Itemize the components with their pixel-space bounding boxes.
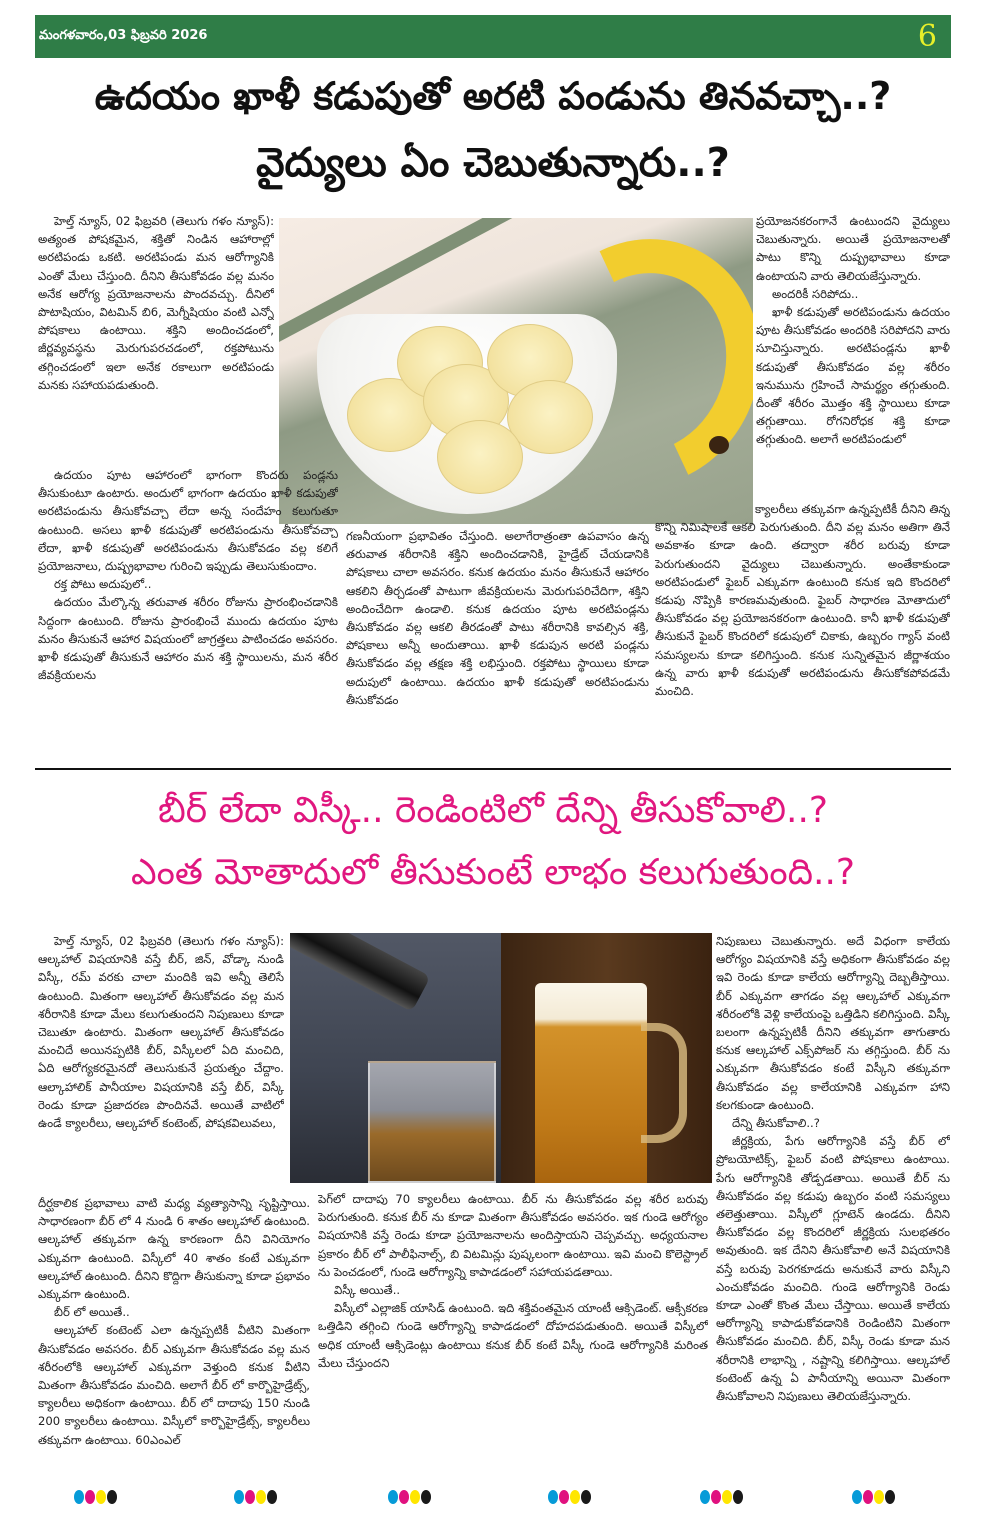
magenta-dot-icon (245, 1490, 255, 1504)
bottle-shape (290, 933, 431, 1012)
article2-column-middle (318, 1190, 708, 1480)
yellow-dot-icon (410, 1490, 420, 1504)
article2-headline-line2: ఎంత మోతాదులో తీసుకుంటే లాభం కలుగుతుంది..? (131, 852, 855, 893)
subheading: అందరికీ సరిపోదు.. (772, 286, 859, 301)
yellow-dot-icon (722, 1490, 732, 1504)
paragraph: గణనీయంగా ప్రభావితం చేస్తుంది. అలాగేరాత్రంతా ఉపవాసం ఉన్న తరువాత శరీరానికి శక్తిని అందించడానికి, హైడ్రేట్ చేయడానికి పోషకాలు చాలా అవసరం. కనుక ఉదయం మనం తీసుకునే ఆహారం ఆకలిని తీర్చడంతో పాటుగా జీవక్రియలను మెరుగుపరిచేదిగా, శక్తిని అందించేదిగా ఉండాలి. కనుక ఉదయం పూట అరటిపండ్లను తీసుకోవడం వల్ల ఆకలి తీరడంతో పాటు శరీరానికి కావల్సిన శక్తి, పోషకాలు అన్నీ అందుతాయి. ఖాళీ కడుపున అరటి పండ్లను తీసుకోవడం వల్ల తక్షణ శక్తి లభిస్తుంది. రక్తపోటు స్థాయిలు కూడా అదుపులో ఉంటాయి. ఉదయం ఖాళీ కడుపుతో అరటిపండును తీసుకోవడం (346, 529, 649, 707)
paragraph: క్యాలరీలు తక్కువగా ఉన్నప్పటికీ దీనిని తిన్న కొన్ని నిమిషాలకే ఆకలి పెరుగుతుంది. దీని వల్ల మనం అతిగా తినే అవకాశం కూడా ఉంది. తద్వారా శరీర బరువు కూడా పెరుగుతుందని వైద్యులు చెబుతున్నారు. అంతేకాకుండా అరటిపండులో ఫైబర్ ఎక్కువగా ఉంటుంది కనుక ఇది కొందరిలో కడుపు నొప్పికి కారణమవుతుంది. ఫైబర్ సాధారణ మోతాదులో తీసుకోవడం వల్ల ప్రయోజనకరంగా ఉంటుంది. కానీ ఖాళీ కడుపుతో తీసుకునే ఫైబర్ కొందరిలో కడుపులో చికాకు, ఉబ్బరం గ్యాస్ వంటి సమస్యలను కూడా కలిగిస్తుంది. కనుక సున్నితమైన జీర్ణాశయం ఉన్న వారు ఖాళీ కడుపుతో అరటిపండును తీసుకోకపోవడమే మంచిది. (655, 502, 950, 699)
beer-half (501, 933, 712, 1183)
magenta-dot-icon (711, 1490, 721, 1504)
article2-headline-line1: బీర్ లేదా విస్కీ.. రెండింటిలో దేన్ని తీసుకోవాలి..? (157, 790, 829, 831)
black-dot-icon (885, 1490, 895, 1504)
subheading: బీర్ లో అయితే.. (54, 1305, 130, 1320)
magenta-dot-icon (863, 1490, 873, 1504)
publication-date: మంగళవారం,03 ఫిబ్రవరి 2026 (39, 27, 208, 43)
subheading: విస్కీ అయితే.. (334, 1283, 401, 1298)
article1-column-right-top (756, 212, 950, 517)
cyan-dot-icon (852, 1490, 862, 1504)
article1-column-left-bottom (38, 466, 338, 762)
black-dot-icon (267, 1490, 277, 1504)
cmyk-dot-group (388, 1490, 431, 1504)
paragraph: విస్కీలో ఎల్లాజిక్ యాసిడ్ ఉంటుంది. ఇది శక్తివంతమైన యాంటీ ఆక్సిడెంట్. ఆక్సీకరణ ఒత్తిడిని తగ్గించి గుండె ఆరోగ్యాన్ని కాపాడడంలో దోహదపడుతుంది. అయితే విస్కీలో అధిక యాంటీ ఆక్సిడెంట్లు ఉంటాయి కనుక బీర్ కంటే విస్కీ గుండె ఆరోగ్యానికి మరింత మేలు చేస్తుందని (318, 1301, 708, 1370)
cyan-dot-icon (388, 1490, 398, 1504)
magenta-dot-icon (399, 1490, 409, 1504)
article1-column-left-top (38, 212, 274, 464)
paragraph: హెల్త్ న్యూస్, 02 ఫిబ్రవరి (తెలుగు గళం న్యూస్): అత్యంత పోషకమైన, శక్తితో నిండిన ఆహారాల్లో అరటిపండు ఒకటి. అరటిపండు మన ఆరోగ్యానికి ఎంతో మేలు చేస్తుంది. దీనిని తీసుకోవడం వల్ల మనం అనేక ఆరోగ్య ప్రయోజనాలను పొందవచ్చు. దీనిలో పొటాషియం, విటమిన్ బి6, మెగ్నీషియం వంటి ఎన్నో పోషకాలు ఉంటాయి. శక్తిని అందించడంలో, జీర్ణవ్యవస్థను మెరుగుపరచడంలో, రక్తపోటును తగ్గించడంలో ఇలా అనేక రకాలుగా అరటిపండు మనకు సహాయపడుతుంది. (38, 214, 274, 392)
beer-mug-shape (535, 983, 647, 1183)
black-dot-icon (421, 1490, 431, 1504)
black-dot-icon (581, 1490, 591, 1504)
whisky-glass-shape (368, 1061, 496, 1183)
black-dot-icon (107, 1490, 117, 1504)
yellow-dot-icon (256, 1490, 266, 1504)
article2-column-left-bottom (38, 1194, 310, 1484)
cyan-dot-icon (74, 1490, 84, 1504)
article2-column-left-top (38, 932, 284, 1210)
mug-handle-shape (641, 1023, 687, 1143)
paragraph: ప్రయోజనకరంగానే ఉంటుందని వైద్యులు చెబుతున్నారు. అయితే ప్రయోజనాలతో పాటు కొన్ని దుష్ప్రభావాలు కూడా ఉంటాయని వారు తెలియజేస్తున్నారు. (756, 214, 950, 283)
cmyk-dot-group (700, 1490, 743, 1504)
subheading: దేన్ని తీసుకోవాలి..? (732, 1116, 820, 1131)
cmyk-dot-group (234, 1490, 277, 1504)
paragraph: ఉదయం మేల్కొన్న తరువాత శరీరం రోజును ప్రారంభించడానికి సిద్దంగా ఉంటుంది. రోజును ప్రారంభించే ముందు ఉదయం పూట మనం తీసుకునే ఆహార విషయంలో జాగ్రత్తలు పాటించడం అవసరం. ఖాళీ కడుపుతో తీసుకునే ఆహారం మన శక్తి స్థాయిలను, మన శరీర జీవక్రియలను (38, 595, 338, 683)
magenta-dot-icon (559, 1490, 569, 1504)
paragraph: ఉదయం పూట ఆహారంలో భాగంగా కొందరు పండ్లను తీసుకుంటూ ఉంటారు. అందులో భాగంగా ఉదయం ఖాళీ కడుపుతో అరటిపండును తీసుకోవచ్చా లేదా అన్న సందేహం కలుగుతూ ఉంటుంది. అసలు ఖాళీ కడుపుతో అరటిపండును తీసుకోవచ్చా లేదా, ఖాళీ కడుపుతో అరటిపండును తీసుకోవడం వల్ల కలిగే ప్రయోజనాలు, దుష్ప్రభావాల గురించి ఇప్పుడు తెలుసుకుందాం. (38, 468, 338, 574)
paragraph: జీర్ణక్రియ, పేగు ఆరోగ్యానికి వస్తే బీర్ లో ప్రోబయోటిక్స్, ఫైబర్ వంటి పోషకాలు ఉంటాయి. పేగు ఆరోగ్యానికి తోడ్పడతాయి. అయితే బీర్ ను తీసుకోవడం వల్ల కడుపు ఉబ్బరం వంటి సమస్యలు తలెత్తుతాయి. విస్కీలో గ్లూటెన్ ఉండదు. దీనిని తీసుకోవడం వల్ల కొందరిలో జీర్ణక్రియ సులభతరం అవుతుంది. ఇక దేనిని తీసుకోవాలి అనే విషయానికి వస్తే బరువు పెరగకూడదు అనుకునే వారు విస్కీని ఎంచుకోవడం మంచిది. గుండె ఆరోగ్యానికి రెండు కూడా ఎంతో కొంత మేలు చేస్తాయి. అయితే కాలేయ ఆరోగ్యాన్ని కాపాడుకోవడానికి రెండింటిని మితంగా తీసుకోవడం మంచిది. బీర్, విస్కీ రెండు కూడా మన శరీరానికి లాభాన్ని , నష్టాన్ని కలిగిస్తాయి. ఆల్కహాల్ కంటెంట్ ఉన్న ఏ పానీయాన్ని అయినా మితంగా తీసుకోవాలని నిపుణులు తెలియజేస్తున్నారు. (716, 1134, 950, 1404)
paragraph: హెల్త్ న్యూస్, 02 ఫిబ్రవరి (తెలుగు గళం న్యూస్): ఆల్కహాల్ విషయానికి వస్తే బీర్, జిన్, వోడ్కా నుండి విస్కీ, రమ్ వరకు చాలా మందికి ఇవి అన్నీ తెలిసే ఉంటుంది. మితంగా ఆల్కహాల్ తీసుకోవడం వల్ల మన శరీరానికి కూడా మేలు కలుగుతుందని నిపుణులు కూడా చెబుతూ ఉంటారు. మితంగా ఆల్కహాల్ తీసుకోవడం మంచిదే అయినప్పటికి బీర్, విస్కీలలో ఏది మంచిది, ఏది ఆరోగ్యకరమైనదో తెలుసుకునే ప్రయత్నం చేద్దాం. ఆల్కాహాలిక్ పానీయాల విషయానికి వస్తే బీర్, విస్కీ రెండు కూడా ప్రజాదరణ పొందినవే. అయితే వాటిలో ఉండే క్యాలరీలు, ఆల్కహాల్ కంటెంట్, పోషకవిలువలు, (38, 934, 284, 1131)
cyan-dot-icon (700, 1490, 710, 1504)
whisky-half (290, 933, 501, 1183)
article2-column-right (716, 932, 950, 1482)
article1-column-middle (346, 527, 649, 762)
paragraph: పెగ్‌లో దాదాపు 70 క్యాలరీలు ఉంటాయి. బీర్ ను తీసుకోవడం వల్ల శరీర బరువు పెరుగుతుంది. కనుక బీర్ ను కూడా మితంగా తీసుకోవడం అవసరం. ఇక గుండె ఆరోగ్యం విషయానికి వస్తే రెండు కూడా ప్రయోజనాలను అందిస్తాయని చెప్పవచ్చు. అధ్యయనాల ప్రకారం బీర్ లో పాలీఫినాల్స్, బి విటమిన్లు పుష్కలంగా ఉంటాయి. ఇవి మంచి కొలెస్ట్రాల్ ను పెంచడంలో, గుండె ఆరోగ్యాన్ని కాపాడడంలో సహాయపడతాయి. (318, 1192, 708, 1279)
paragraph: ఖాళీ కడుపుతో అరటిపండును ఉదయం పూట తీసుకోవడం అందరికి సరిపోదని వారు సూచిస్తున్నారు. అరటిపండ్లను ఖాళీ కడుపుతో తీసుకోవడం వల్ల శరీరం ఇనుమును గ్రహించే సామర్థ్యం తగ్గుతుంది. దీంతో శరీరం మొత్తం శక్తి స్థాయిలు కూడా తగ్గుతాయి. రోగనిరోధక శక్తి కూడా తగ్గుతుంది. అలాగే అరటిపండులో (756, 305, 950, 447)
cmyk-dot-group (852, 1490, 895, 1504)
article1-headline-line2: వైద్యులు ఏం చెబుతున్నారు..? (256, 140, 730, 186)
paragraph: నిపుణులు చెబుతున్నారు. అదే విధంగా కాలేయ ఆరోగ్యం విషయానికి వస్తే అధికంగా తీసుకోవడం వల్ల ఇవి రెండు కూడా కాలేయ ఆరోగ్యాన్ని దెబ్బతీస్తాయి. బీర్ ఎక్కువగా తాగడం వల్ల ఆల్కహాల్ ఎక్కువగా శరీరంలోకి వెళ్లి కాలేయంపై ఒత్తిడిని కలిగిస్తుంది. విస్కీ బలంగా ఉన్నప్పటికీ దీనిని తక్కువగా తాగుతారు కనుక ఆల్కహాల్ ఎక్స్‌పోజర్ ను తగ్గిస్తుంది. బీర్ ను ఎక్కువగా తీసుకోవడం కంటే విస్కీని తక్కువగా తీసుకోవడం వల్ల కాలేయానికి ఎక్కువగా హాని కలగకుండా ఉంటుంది. (716, 934, 950, 1112)
black-dot-icon (733, 1490, 743, 1504)
page-number: 6 (917, 18, 937, 54)
yellow-dot-icon (570, 1490, 580, 1504)
cmyk-dot-group (548, 1490, 591, 1504)
yellow-dot-icon (96, 1490, 106, 1504)
article1-column-right-bottom (655, 500, 950, 762)
magenta-dot-icon (85, 1490, 95, 1504)
page-masthead (35, 15, 951, 58)
bowl-shape (317, 314, 617, 514)
article1-headline-line1: ఉదయం ఖాళీ కడుపుతో అరటి పండును తినవచ్చా..? (94, 74, 892, 118)
banana-slice (437, 420, 523, 494)
section-divider (35, 768, 951, 770)
paragraph: ఆల్కహాల్ కంటెంట్ ఎలా ఉన్నప్పటికీ వీటిని మితంగా తీసుకోవడం అవసరం. బీర్ ఎక్కువగా తీసుకోవడం వల్ల మన శరీరంలోకి ఆల్కహాల్ ఎక్కువగా వెళ్తుంది కనుక వీటిని మితంగా తీసుకోవడం మంచిది. అలాగే బీర్ లో కార్బొహైడ్రేట్స్, క్యాలరీలు అధికంగా ఉంటాయి. బీర్ లో దాదాపు 150 నుండి 200 క్యాలరీలు ఉంటాయి. విస్కీలో కార్బొహైడ్రేట్స్, క్యాలరీలు తక్కువగా ఉంటాయి. 60ఎంఎల్ (38, 1323, 310, 1447)
cyan-dot-icon (234, 1490, 244, 1504)
banana-bowl-image (279, 218, 753, 524)
paragraph: దీర్ఘకాలిక ప్రభావాలు వాటి మధ్య వ్యత్యాసాన్ని సృష్టిస్తాయి. సాధారణంగా బీర్ లో 4 నుండి 6 శాతం ఆల్కహాల్ ఉంటుంది. ఆల్కహాల్ తక్కువగా ఉన్న కారణంగా దీని వినియోగం ఎక్కువగా ఉంటుంది. విస్కీలో 40 శాతం కంటే ఎక్కువగా ఆల్కహాల్ ఉంటుంది. దీనిని కొద్దిగా తీసుకున్నా కూడా ప్రభావం ఎక్కువగా ఉంటుంది. (38, 1196, 310, 1302)
whisky-beer-image (290, 933, 712, 1183)
cmyk-dot-group (74, 1490, 117, 1504)
print-registration-marks (0, 1490, 987, 1510)
cyan-dot-icon (548, 1490, 558, 1504)
banana-tip (709, 436, 729, 454)
yellow-dot-icon (874, 1490, 884, 1504)
subheading: రక్త పోటు అదుపులో.. (54, 577, 152, 592)
